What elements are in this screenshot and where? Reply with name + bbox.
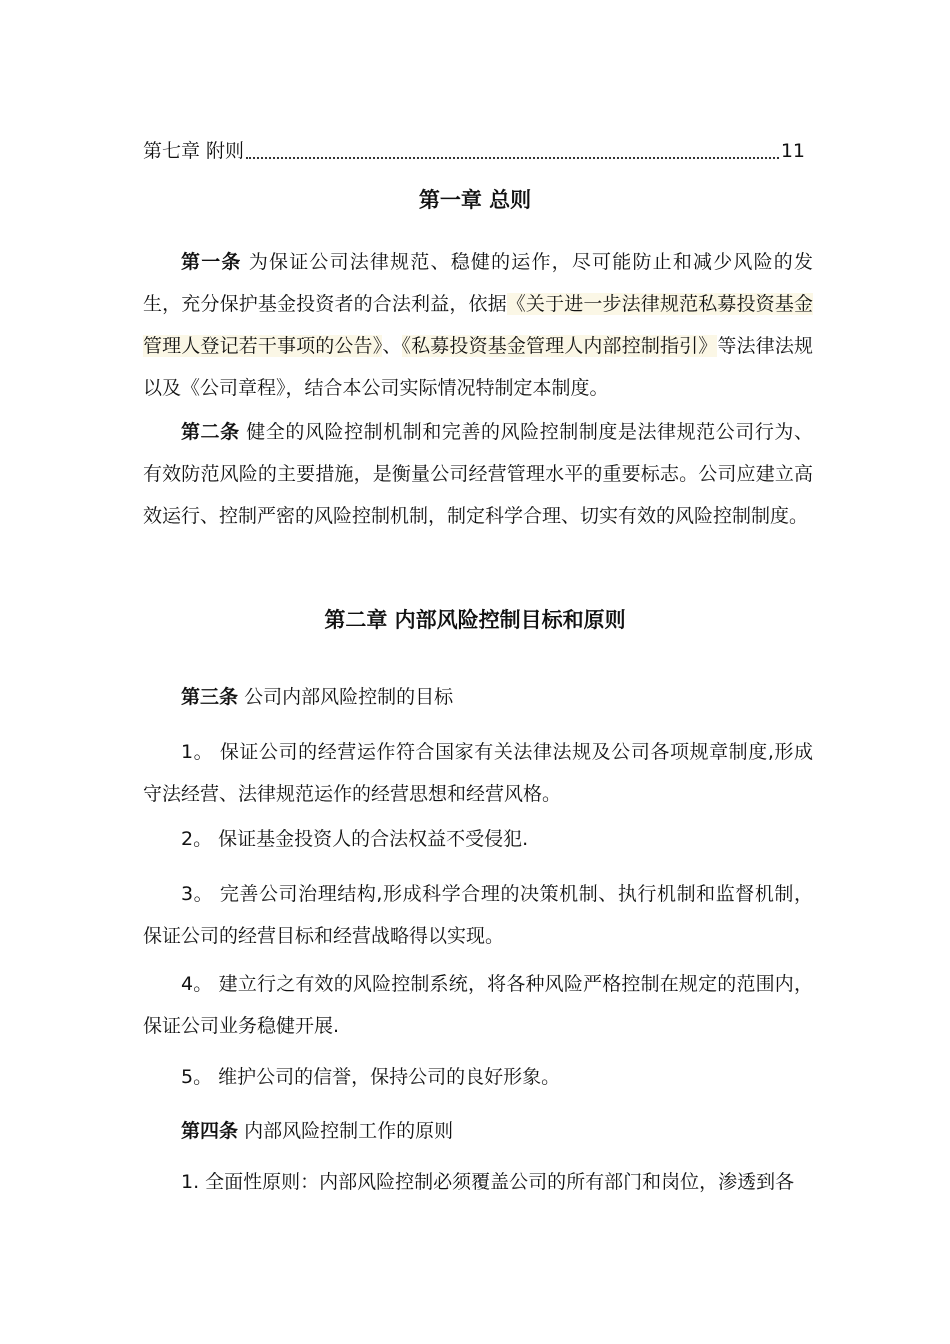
- article-1-paragraph: [143, 241, 813, 409]
- article-2-paragraph: [143, 411, 813, 537]
- chapter-1-heading: 第一章 总则: [418, 188, 532, 212]
- article-4-text: 内部风险控制工作的原则: [244, 1120, 454, 1142]
- article-2-text: 健全的风险控制机制和完善的风险控制制度是法律规范公司行为、有效防范风险的主要措施，是衡量公司经营管理水平的重要标志。公司应建立高效运行、控制严密的风险控制机制，制定科学合理、切实有效的风险控制制度。: [143, 421, 813, 527]
- toc-entry-page-number: 11: [780, 140, 805, 162]
- article-1-text-a: 为保证公司法律规范、稳健的运作，尽可能防止和减少风险的发生，充分保护基金投资者的合法利益，依据: [143, 251, 813, 315]
- toc-entry[interactable]: [143, 136, 805, 166]
- article-3-text: 公司内部风险控制的目标: [244, 686, 454, 708]
- article-1-cited-notice: 《关于进一步法律规范私募投资基金管理人登记若干事项的公告》: [143, 293, 813, 357]
- article-1-cited-guideline: 《私募投资基金管理人内部控制指引》: [401, 335, 718, 357]
- toc-leader-dots: [246, 157, 779, 159]
- article-1-text-e: 等法律法规以及《公司章程》，结合本公司实际情况特制定本制度。: [143, 335, 813, 399]
- article-2-label: 第二条: [181, 421, 240, 443]
- chapter-2-heading: 第二章 内部风险控制目标和原则: [324, 608, 626, 632]
- goal-item-1: 1。 保证公司的经营运作符合国家有关法律法规及公司各项规章制度,形成守法经营、法律规范运作的经营思想和经营风格。: [143, 741, 813, 805]
- goal-item-5: 5。 维护公司的信誉，保持公司的良好形象。: [181, 1066, 561, 1088]
- principle-item-1: 1. 全面性原则：内部风险控制必须覆盖公司的所有部门和岗位，渗透到各: [181, 1171, 795, 1193]
- article-3-label: 第三条: [181, 686, 239, 708]
- goal-item-3: 3。 完善公司治理结构,形成科学合理的决策机制、执行机制和监督机制，保证公司的经营目标和经营战略得以实现。: [143, 883, 813, 947]
- article-1-label: 第一条: [181, 251, 242, 273]
- article-4-label: 第四条: [181, 1120, 239, 1142]
- article-4-paragraph: [143, 1110, 813, 1152]
- toc-entry-label: 第七章 附则: [143, 140, 245, 162]
- article-1-text-c: 、: [382, 335, 402, 357]
- goal-item-2: 2。 保证基金投资人的合法权益不受侵犯.: [181, 828, 529, 850]
- article-3-paragraph: [143, 676, 813, 718]
- goal-item-4: 4。 建立行之有效的风险控制系统，将各种风险严格控制在规定的范围内，保证公司业务稳健开展.: [143, 973, 813, 1037]
